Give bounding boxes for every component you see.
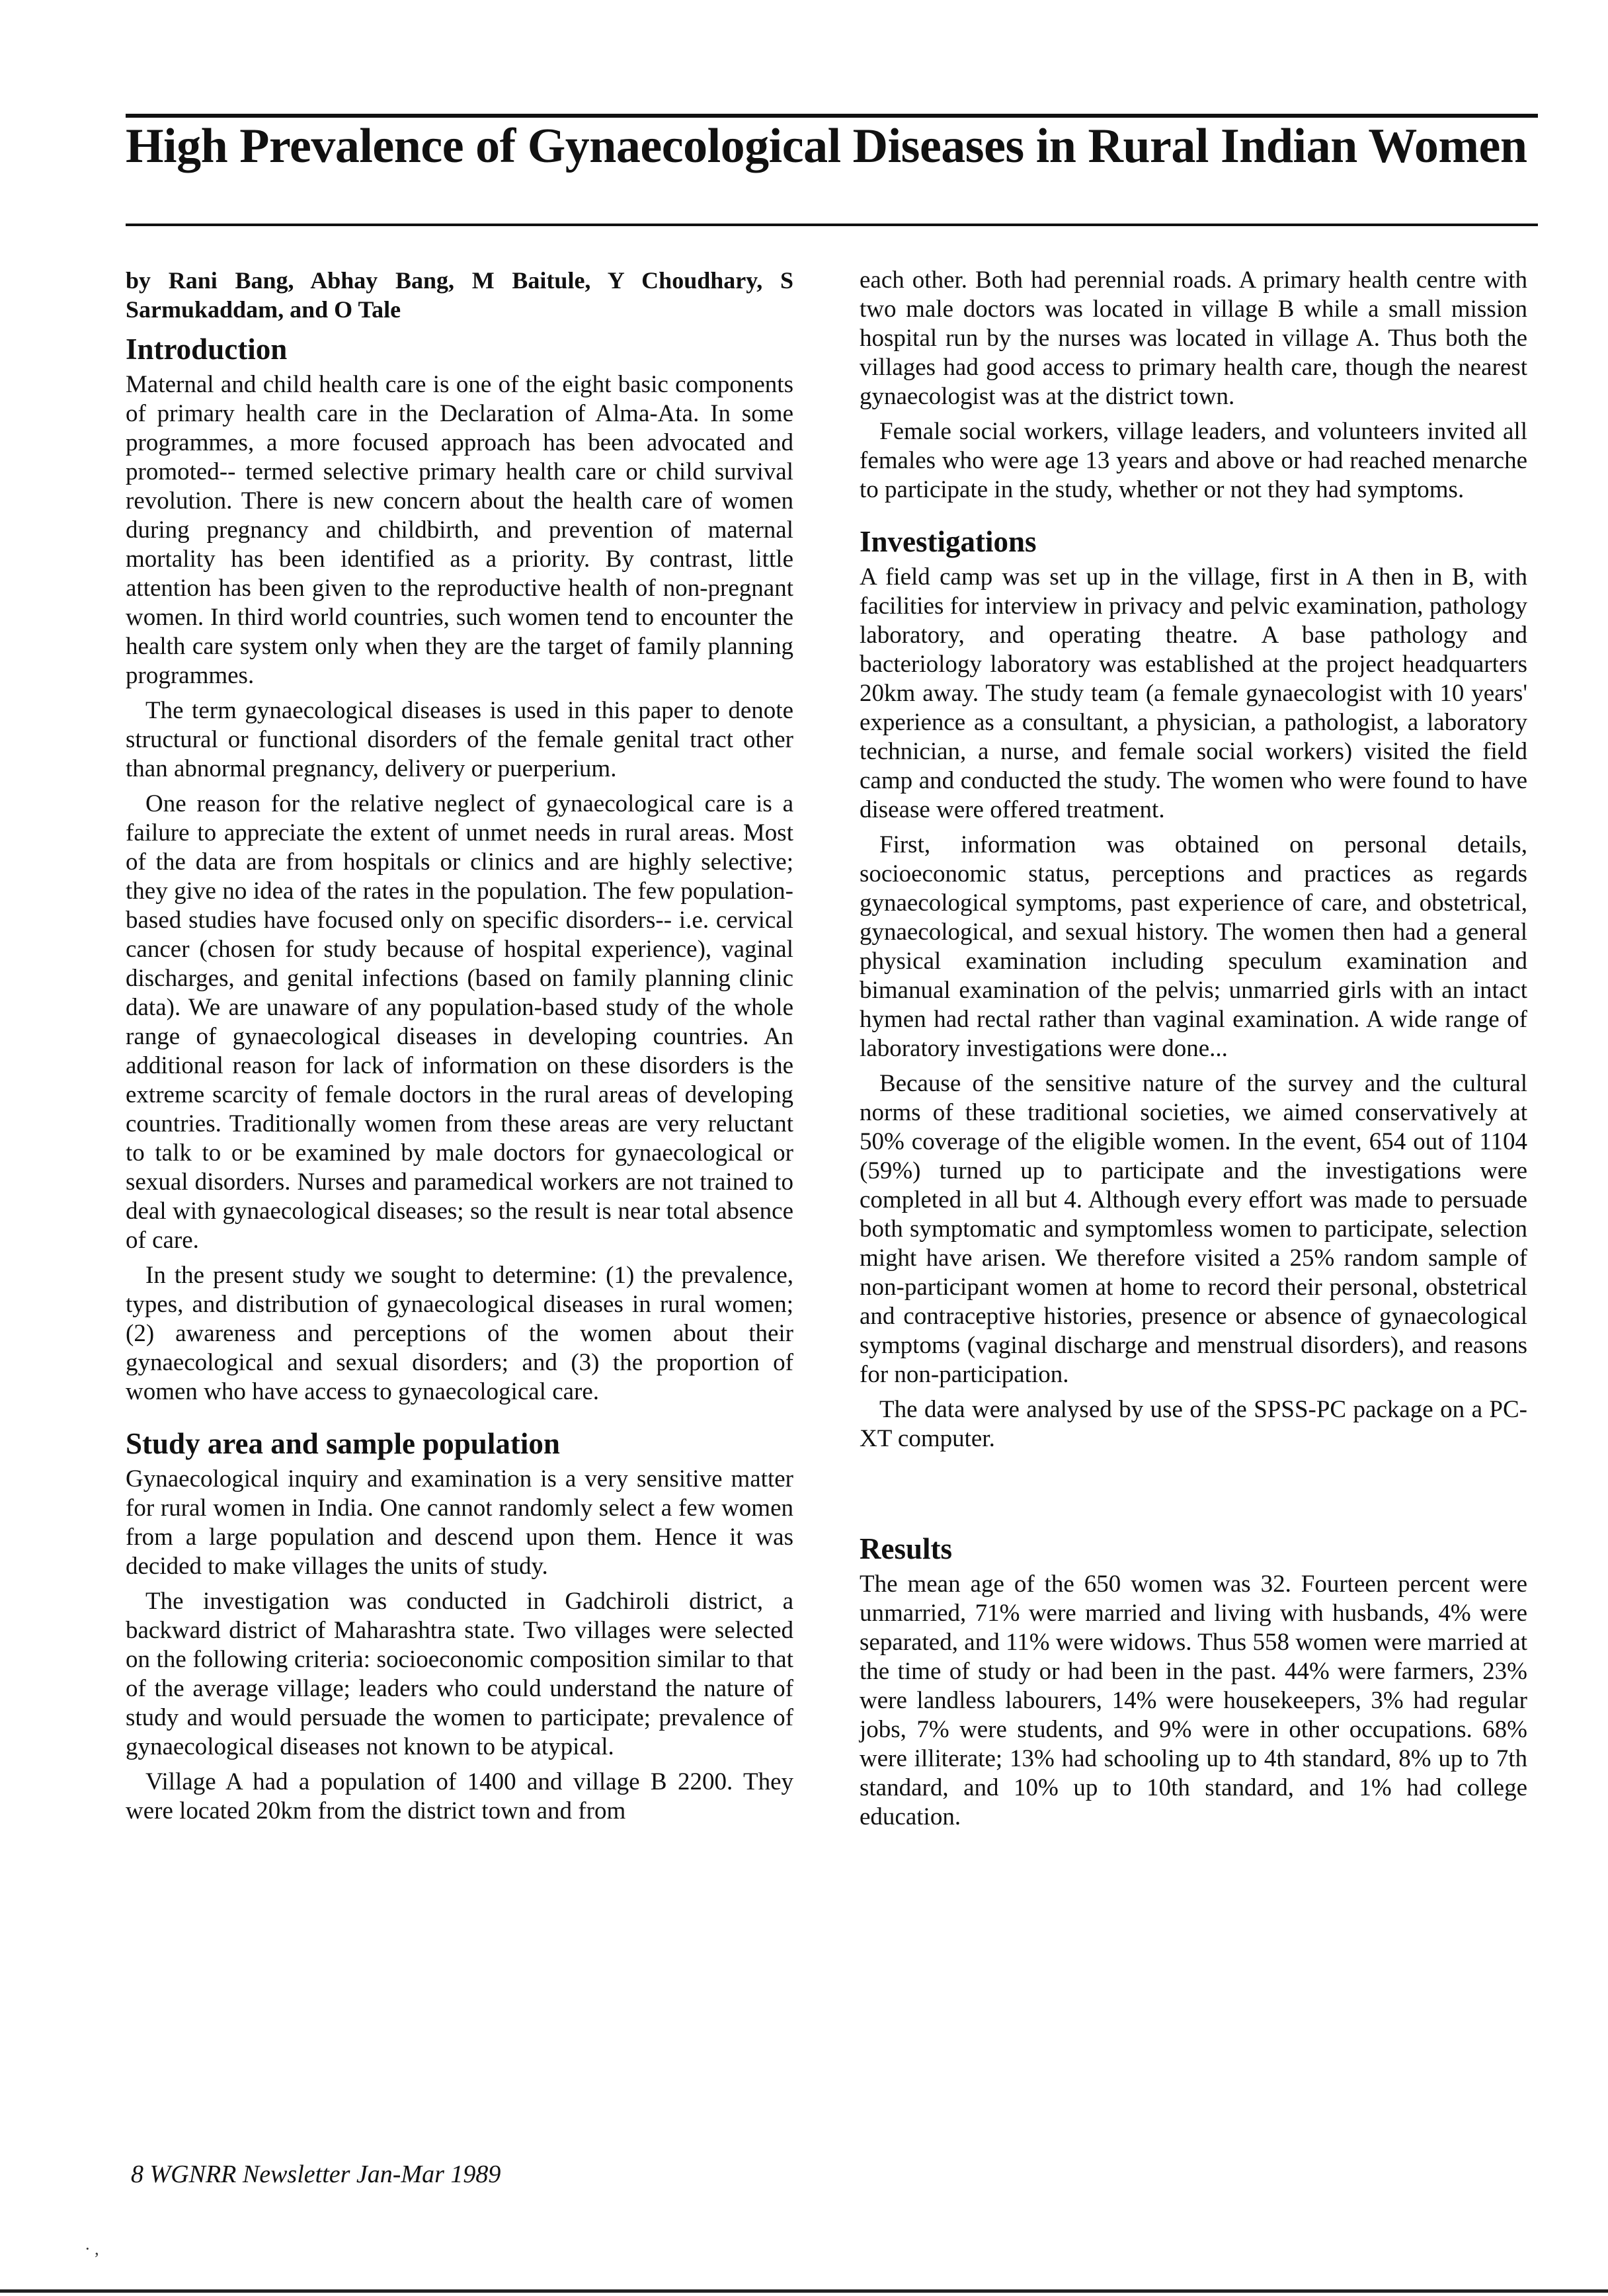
scan-specks: · , — [85, 2239, 99, 2258]
study-area-continuation-2: Female social workers, village leaders, and volunteers invited all females who were age 13 years and above or had reached menarche to participate in the study, whether or not they had symptoms. — [860, 418, 1527, 503]
investigations-paragraph-1: A field camp was set up in the village, first in A then in B, with facilities for interview in privacy and pelvic examination, pathology laboratory, and operating theatre. A base pathology and bacteriology laboratory was established at the project headquarters 20km away. The study team (a female gynaecologist with 10 years' experience as a consultant, a physician, a pathologist, a laboratory technician, a nurse, and female social workers) visited the field camp and conducted the study. The women who were found to have disease were offered treatment. — [860, 563, 1527, 823]
heading-study-area: Study area and sample population — [126, 1427, 560, 1460]
study-area-paragraph-3: Village A had a population of 1400 and village B 2200. They were located 20km from the district town and from — [126, 1768, 793, 1824]
byline: by Rani Bang, Abhay Bang, M Baitule, Y Choudhary, S Sarmukaddam, and O Tale — [126, 267, 793, 323]
title-top-rule — [126, 114, 1538, 118]
article-title: High Prevalence of Gynaecological Diseases in Rural Indian Women — [126, 119, 1527, 173]
heading-introduction: Introduction — [126, 333, 288, 366]
investigations-paragraph-4: The data were analysed by use of the SPSS-PC package on a PC-XT computer. — [860, 1396, 1527, 1452]
investigations-paragraph-2: First, information was obtained on personal details, socioeconomic status, perceptions and practices as regards gynaecological symptoms, past experience of care, and obstetrical, gynaecological, and sexual history. The women then had a general physical examination including speculum examination and bimanual examination of the pelvis; unmarried girls with an intact hymen had rectal rather than vaginal examination. A wide range of laboratory investigations were done... — [860, 831, 1527, 1062]
intro-paragraph-1: Maternal and child health care is one of the eight basic components of primary health care in the Declaration of Alma-Ata. In some programmes, a more focused approach has been advocated and promoted-- termed selective primary health care or child survival revolution. There is new concern about the health care of women during pregnancy and childbirth, and prevention of maternal mortality has been identified as a priority. By contrast, little attention has been given to the reproductive health of non-pregnant women. In third world countries, such women tend to encounter the health care system only when they are the target of family planning programmes. — [126, 371, 793, 689]
left-column — [126, 266, 793, 1832]
study-area-paragraph-1: Gynaecological inquiry and examination is a very sensitive matter for rural women in India. One cannot randomly select a few women from a large population and descend upon them. Hence it was decided to make villages the units of study. — [126, 1465, 793, 1580]
investigations-paragraph-3: Because of the sensitive nature of the survey and the cultural norms of these traditional societies, we aimed conservatively at 50% coverage of the eligible women. In the event, 654 out of 1104 (59%) turned up to participate and the investigations were completed in all but 4. Although every effort was made to persuade both symptomatic and symptomless women to participate, selection might have arisen. We therefore visited a 25% random sample of non-participant women at home to record their personal, obstetrical and contraceptive histories, presence or absence of gynaecological symptoms (vaginal discharge and menstrual disorders), and reasons for non-participation. — [860, 1070, 1527, 1388]
results-paragraph-1: The mean age of the 650 women was 32. Fourteen percent were unmarried, 71% were married and living with husbands, 4% were separated, and 11% were widows. Thus 558 women were married at the time of study or had been in the past. 44% were farmers, 23% were landless labourers, 14% were housekeepers, 3% had regular jobs, 7% were students, and 9% were in other occupations. 68% were illiterate; 13% had schooling up to 4th standard, 8% up to 7th standard, and 10% up to 10th standard, and 1% had college education. — [860, 1571, 1527, 1830]
study-area-paragraph-2: The investigation was conducted in Gadchiroli district, a backward district of Maharashtra state. Two villages were selected on the following criteria: socioeconomic composition similar to that of the average village; leaders who could understand the nature of study and would persuade the women to participate; prevalence of gynaecological diseases not known to be atypical. — [126, 1588, 793, 1760]
page-bottom-edge — [0, 2289, 1608, 2293]
intro-paragraph-2: The term gynaecological diseases is used in this paper to denote structural or functional disorders of the female genital tract other than abnormal pregnancy, delivery or puerperium. — [126, 697, 793, 782]
right-column — [860, 266, 1527, 1838]
heading-results: Results — [860, 1532, 953, 1565]
intro-paragraph-3: One reason for the relative neglect of gynaecological care is a failure to appreciate the extent of unmet needs in rural areas. Most of the data are from hospitals or clinics and are highly selective; they give no idea of the rates in the population. The few population-based studies have focused only on specific disorders-- i.e. cervical cancer (chosen for study because of hospital experience), vaginal discharges, and genital infections (based on family planning clinic data). We are unaware of any population-based study of the whole range of gynaecological diseases in developing countries. An additional reason for lack of information on these disorders is the extreme scarcity of female doctors in the rural areas of developing countries. Traditionally women from these areas are very reluctant to talk to or be examined by male doctors for gynaecological or sexual disorders. Nurses and paramedical workers are not trained to deal with gynaecological diseases; so the result is near total absence of care. — [126, 790, 793, 1254]
title-bottom-rule — [126, 224, 1538, 226]
intro-paragraph-4: In the present study we sought to determine: (1) the prevalence, types, and distribution of gynaecological diseases in rural women; (2) awareness and perceptions of the women about their gynaecological and sexual disorders; and (3) the proportion of women who have access to gynaecological care. — [126, 1262, 793, 1405]
heading-investigations: Investigations — [860, 525, 1037, 558]
study-area-continuation-1: each other. Both had perennial roads. A primary health centre with two male doctors was located in village B while a small mission hospital run by the nurses was located in village A. Thus both the villages had good access to primary health care, though the nearest gynaecologist was at the district town. — [860, 266, 1527, 410]
page-footer: 8 WGNRR Newsletter Jan-Mar 1989 — [131, 2160, 501, 2188]
